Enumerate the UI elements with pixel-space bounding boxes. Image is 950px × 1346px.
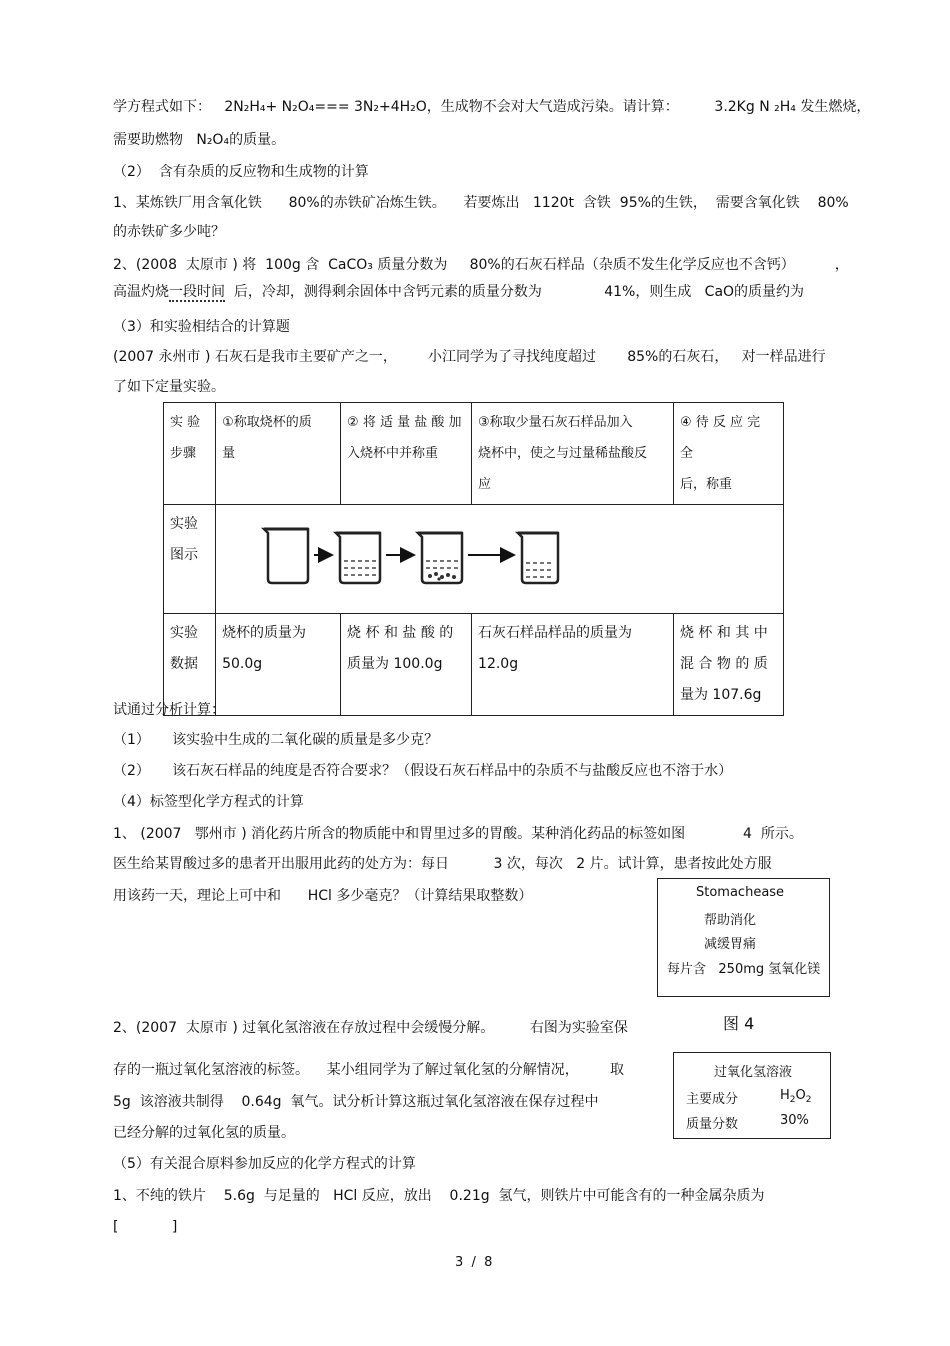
table-cell xyxy=(341,614,472,716)
cell-text: ② 将 适 量 盐 酸 加 入烧杯中并称重 xyxy=(347,415,462,461)
text-line: 1、 (2007 鄂州市 ) 消化药片所含的物质能中和胃里过多的胃酸。某种消化药品的标签如图 4 所示。 xyxy=(113,826,803,842)
text-line: 的赤铁矿多少吨？ xyxy=(113,224,225,240)
text-line: 试通过分析计算： xyxy=(113,702,225,718)
question-item: （1） 该实验中生成的二氧化碳的质量是多少克？ xyxy=(113,732,439,748)
cell-text: 烧 杯 和 其 中 混 合 物 的 质 量为 107.6g xyxy=(679,625,768,703)
label-line: 减缓胃痛 xyxy=(704,937,757,952)
figure-caption: 图 4 xyxy=(723,1014,755,1033)
table-cell xyxy=(341,403,472,505)
text-line: 1、不纯的铁片 5.6g 与足量的 HCl 反应，放出 0.21g 氢气，则铁片中可能含有的一种金属杂质为 xyxy=(113,1188,765,1204)
peroxide-label xyxy=(673,1052,831,1139)
empty-beaker xyxy=(264,529,308,583)
text-line: 已经分解的过氧化氢的质量。 xyxy=(113,1125,295,1141)
text-line: 存的一瓶过氧化氢溶液的标签。 某小组同学为了解过氧化氢的分解情况， 取 xyxy=(113,1062,624,1078)
table-cell xyxy=(472,403,674,505)
label-formula xyxy=(780,1088,811,1103)
text-line: 需要助燃物 N₂O₄的质量。 xyxy=(113,132,286,148)
answer-bracket: [ ] xyxy=(113,1219,178,1235)
diagram-cell xyxy=(216,505,784,614)
beaker-with-acid xyxy=(336,533,380,583)
text-line: (2007 永州市 ) 石灰石是我市主要矿产之一， 小江同学为了寻找纯度超过 85%的石灰石， 对一样品进行 xyxy=(113,349,826,365)
cell-text: 实验 图示 xyxy=(170,516,198,563)
cell-text: ①称取烧杯的质 量 xyxy=(222,415,312,461)
cell-text: 烧 杯 和 盐 酸 的 质量为 100.0g xyxy=(347,625,454,672)
label-value: 30% xyxy=(780,1113,809,1128)
formula-part: O xyxy=(795,1088,806,1103)
cell-text: 实 验 步骤 xyxy=(170,415,201,461)
beaker-final xyxy=(518,533,558,583)
label-title: 过氧化氢溶液 xyxy=(714,1065,793,1080)
beaker-with-sample xyxy=(418,533,462,583)
formula-subscript: 2 xyxy=(789,1095,796,1105)
section-heading: （4）标签型化学方程式的计算 xyxy=(113,794,304,810)
text-span: 高温灼烧 xyxy=(113,284,169,300)
text-line: 了如下定量实验。 xyxy=(113,379,225,395)
text-line: 用该药一天，理论上可中和 HCl 多少毫克？（计算结果取整数） xyxy=(113,888,533,904)
label-line: 帮助消化 xyxy=(704,913,757,928)
text-line: 学方程式如下： 2N₂H₄+ N₂O₄=== 3N₂+4H₂O，生成物不会对大气造成污染。请计算： 3.2Kg N ₂H₄ 发生燃烧， xyxy=(113,99,871,115)
text-line: 2、(2008 太原市 ) 将 100g 含 CaCO₃ 质量分数为 80%的石灰石样品（杂质不发生化学反应也不含钙） ， xyxy=(113,257,849,273)
section-heading: （5）有关混合原料参加反应的化学方程式的计算 xyxy=(113,1156,416,1172)
table-cell xyxy=(472,614,674,716)
text-span: 后，冷却，测得剩余固体中含钙元素的质量分数为 41%，则生成 CaO的质量约为 xyxy=(225,284,805,300)
emphasis-dotted-text: 一段时间 xyxy=(169,284,225,300)
cell-text: ④ 待 反 应 完 全 后，称重 xyxy=(679,415,761,492)
text-line: 1、某炼铁厂用含氧化铁 80%的赤铁矿冶炼生铁。 若要炼出 1120t 含铁 95%的生铁， 需要含氧化铁 80% xyxy=(113,195,849,211)
table-cell xyxy=(673,614,783,716)
page-number: 3 / 8 xyxy=(455,1255,493,1270)
table-cell xyxy=(164,403,216,505)
medicine-label xyxy=(657,878,830,997)
cell-text: 石灰石样品样品的质量为 12.0g xyxy=(478,625,633,672)
table-cell xyxy=(673,403,783,505)
table-cell xyxy=(216,403,341,505)
section-heading: （3）和实验相结合的计算题 xyxy=(113,319,290,335)
question-item: （2） 该石灰石样品的纯度是否符合要求？（假设石灰石样品中的杂质不与盐酸反应也不溶于水） xyxy=(113,763,733,779)
section-heading: （2） 含有杂质的反应物和生成物的计算 xyxy=(113,164,369,180)
cell-text: 烧杯的质量为 50.0g xyxy=(222,625,307,672)
text-line xyxy=(113,283,804,301)
label-line: 每片含 250mg 氢氧化镁 xyxy=(667,962,821,977)
formula-subscript: 2 xyxy=(805,1095,812,1105)
experiment-table xyxy=(163,402,784,716)
table-cell xyxy=(164,505,216,614)
text-line: 2、(2007 太原市 ) 过氧化氢溶液在存放过程中会缓慢分解。 右图为实验室保 xyxy=(113,1020,628,1036)
beaker-diagram xyxy=(216,505,782,601)
text-line: 医生给某胃酸过多的患者开出服用此药的处方为：每日 3 次，每次 2 片。试计算，患者按此处方服 xyxy=(113,856,772,872)
label-key: 主要成分 xyxy=(686,1092,739,1107)
text-line: 5g 该溶液共制得 0.64g 氧气。试分析计算这瓶过氧化氢溶液在保存过程中 xyxy=(113,1094,599,1110)
cell-text: 实验 数据 xyxy=(170,625,198,672)
formula-part: H xyxy=(780,1088,790,1103)
table-cell xyxy=(216,614,341,716)
label-key: 质量分数 xyxy=(686,1117,739,1132)
label-brand: Stomachease xyxy=(696,885,785,900)
cell-text: ③称取少量石灰石样品加入 烧杯中，使之与过量稀盐酸反 应 xyxy=(478,415,648,492)
